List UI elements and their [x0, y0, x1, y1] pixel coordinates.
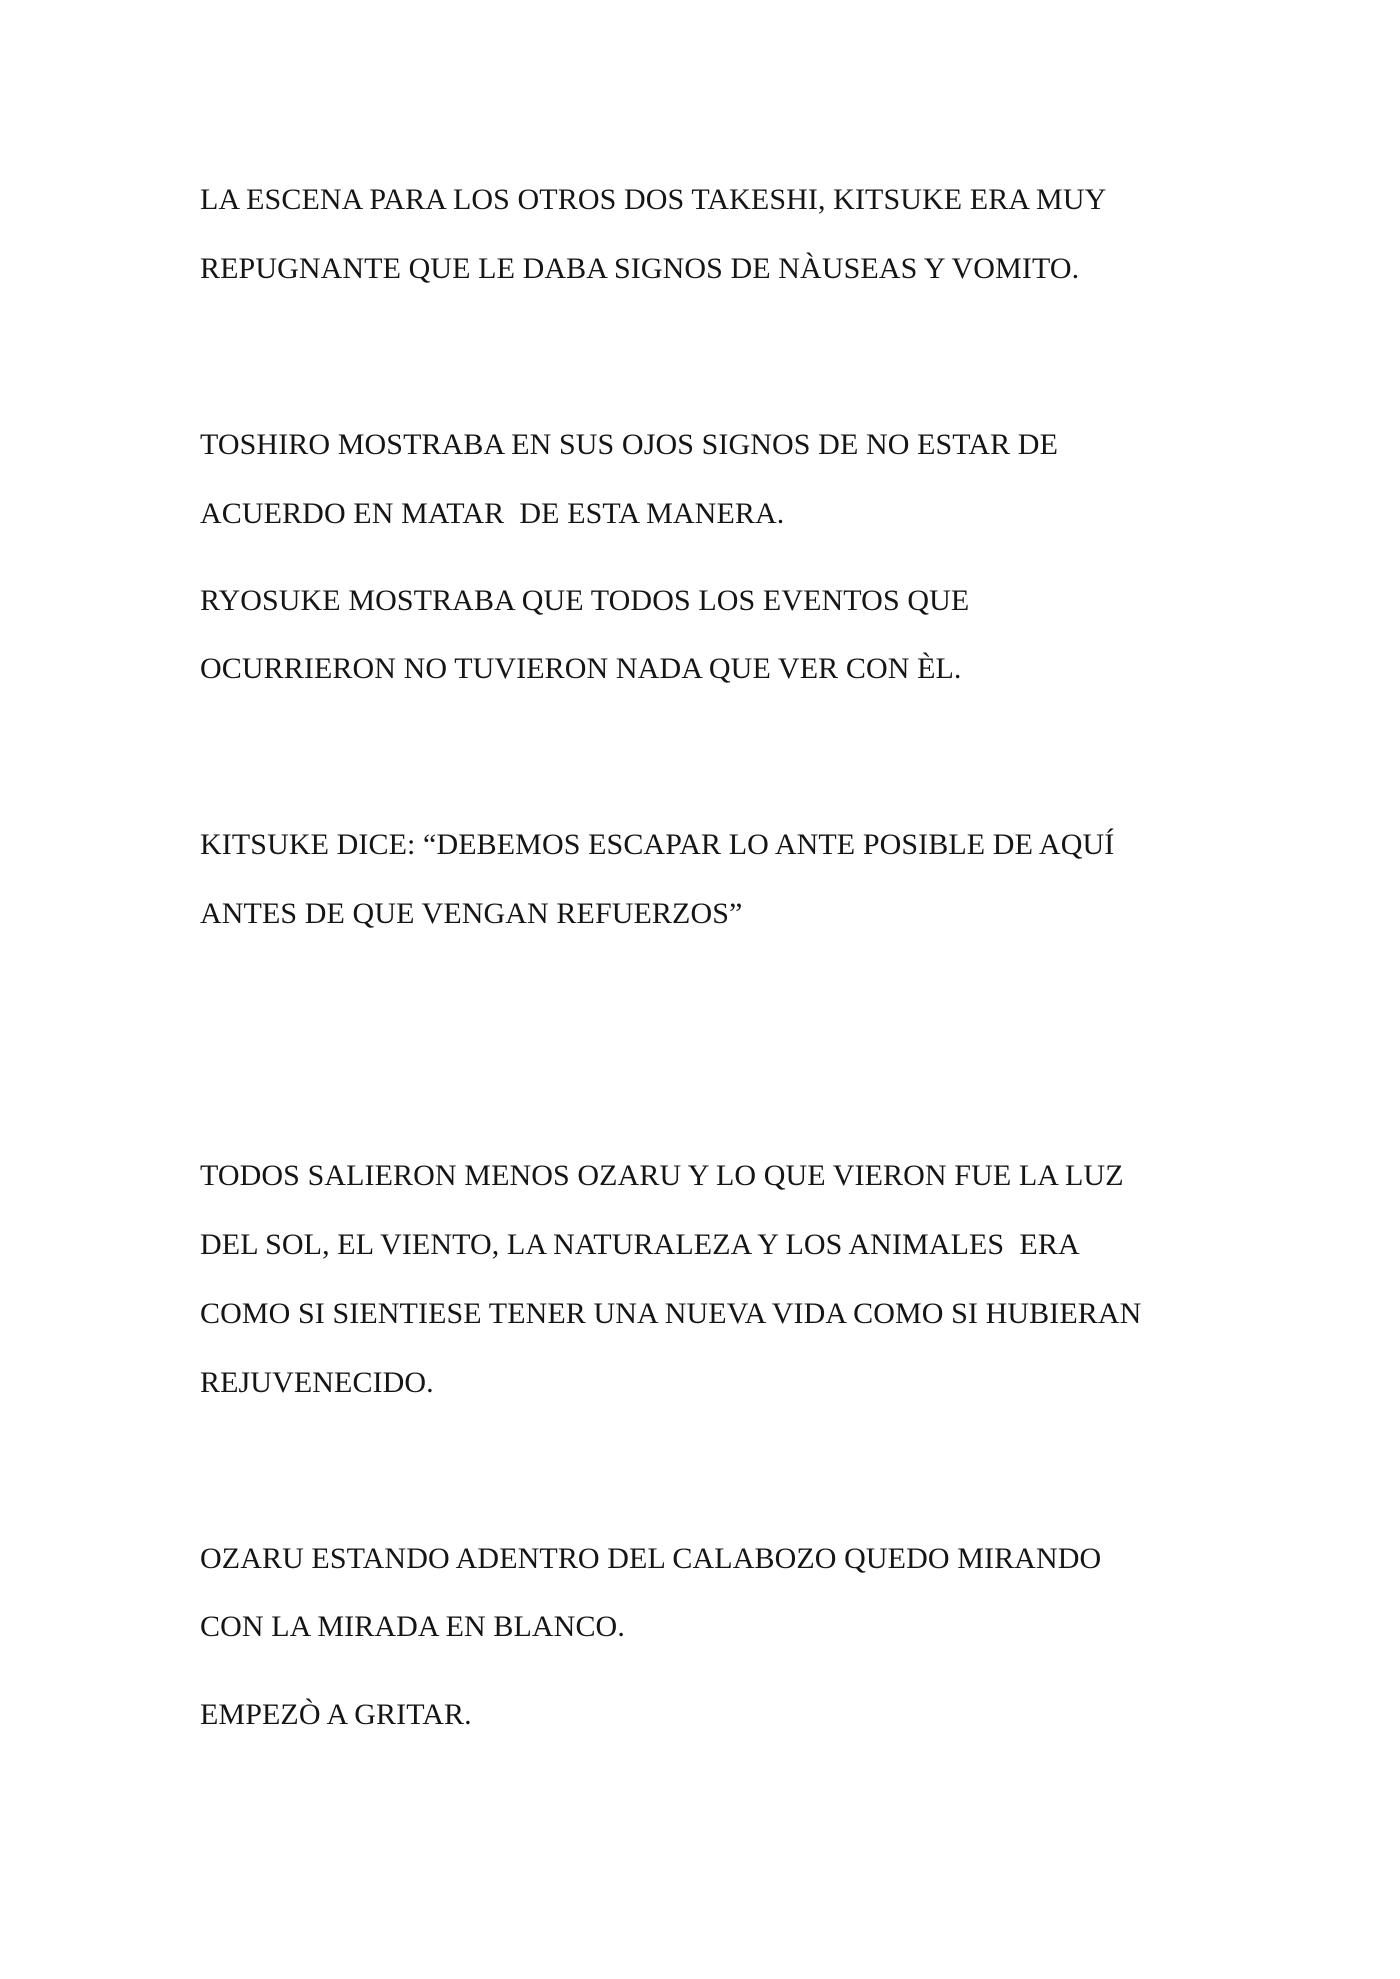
text-line: DEL SOL, EL VIENTO, LA NATURALEZA Y LOS ANIMALES ERA	[200, 1228, 1080, 1261]
text-line: KITSUKE DICE: “DEBEMOS ESCAPAR LO ANTE POSIBLE DE AQUÍ	[200, 828, 1115, 861]
text-line: REJUVENECIDO.	[200, 1366, 434, 1399]
text-line: CON LA MIRADA EN BLANCO.	[200, 1610, 625, 1643]
text-line: REPUGNANTE QUE LE DABA SIGNOS DE NÀUSEAS Y VOMITO.	[200, 252, 1080, 285]
text-line: EMPEZÒ A GRITAR.	[200, 1698, 472, 1731]
text-line: OZARU ESTANDO ADENTRO DEL CALABOZO QUEDO MIRANDO	[200, 1542, 1102, 1575]
text-line: TODOS SALIERON MENOS OZARU Y LO QUE VIERON FUE LA LUZ	[200, 1159, 1124, 1192]
text-line: COMO SI SIENTIESE TENER UNA NUEVA VIDA COMO SI HUBIERAN	[200, 1297, 1142, 1330]
text-line: ACUERDO EN MATAR DE ESTA MANERA.	[200, 497, 785, 530]
text-line: LA ESCENA PARA LOS OTROS DOS TAKESHI, KITSUKE ERA MUY	[200, 183, 1107, 216]
text-line: OCURRIERON NO TUVIERON NADA QUE VER CON ÈL.	[200, 652, 962, 685]
text-line: TOSHIRO MOSTRABA EN SUS OJOS SIGNOS DE NO ESTAR DE	[200, 428, 1058, 461]
text-line: RYOSUKE MOSTRABA QUE TODOS LOS EVENTOS QUE	[200, 584, 970, 617]
text-line: ANTES DE QUE VENGAN REFUERZOS”	[200, 897, 743, 930]
